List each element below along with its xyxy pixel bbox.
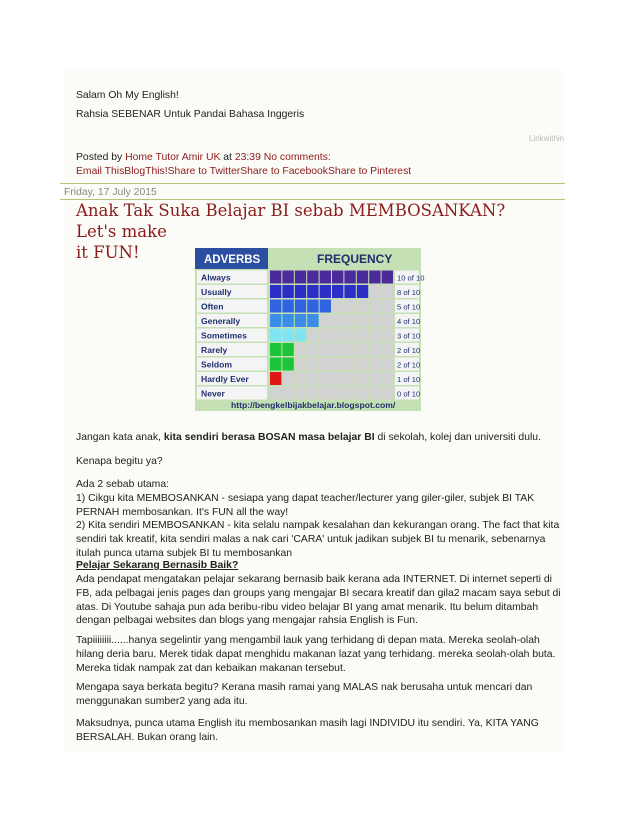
frequency-cell-empty <box>382 300 393 313</box>
frequency-cell-empty <box>344 387 355 400</box>
p3-line: PERNAH membosankan. It's FUN all the way! <box>76 506 289 518</box>
linkwithin-link[interactable]: Linkwithin <box>529 134 565 143</box>
frequency-cell-filled <box>270 329 281 342</box>
frequency-cell-empty <box>320 343 331 356</box>
frequency-cell-filled <box>295 300 306 313</box>
frequency-value: 0 of 10 <box>397 389 421 399</box>
frequency-cell-filled <box>295 329 306 342</box>
frequency-value: 4 of 10 <box>397 317 421 326</box>
frequency-cell-empty <box>332 387 343 400</box>
frequency-cell-empty <box>344 329 355 342</box>
frequency-cell-empty <box>295 372 306 385</box>
frequency-cell-empty <box>369 358 380 371</box>
paragraph-5 <box>76 634 555 675</box>
frequency-cell-filled <box>282 300 293 313</box>
p3-line: itulah punca utama subjek BI tu membosankan <box>76 547 293 559</box>
time-link[interactable]: 23:39 <box>234 152 261 163</box>
frequency-cell-filled <box>282 343 293 356</box>
adverbs-frequency-chart <box>195 248 425 411</box>
frequency-value: 2 of 10 <box>397 346 421 355</box>
adverb-label: Often <box>201 301 224 312</box>
header-tagline: Rahsia SEBENAR Untuk Pandai Bahasa Inggeris <box>76 109 305 120</box>
frequency-value: 2 of 10 <box>397 360 421 370</box>
frequency-cell-empty <box>332 372 343 385</box>
p4-line: FB, ada pelbagai jenis pages dan groups yang mengajar BI secara kreatif dan gila2 macam saya sebut di <box>76 587 561 599</box>
frequency-cell-empty <box>344 358 355 371</box>
comments-link[interactable]: No comments: <box>263 152 331 163</box>
frequency-value: 10 of 10 <box>397 273 425 283</box>
chart-footer-url: http://bengkelbijakbelajar.blogspot.com/ <box>231 400 396 410</box>
p4-line: Ada pendapat mengatakan pelajar sekarang bernasib baik kerana ada INTERNET. Di internet seperti di <box>76 574 552 585</box>
frequency-cell-empty <box>369 372 380 385</box>
frequency-cell-empty <box>357 314 368 327</box>
p1-bold: kita sendiri berasa BOSAN masa belajar BI <box>163 432 375 443</box>
frequency-cell-empty <box>382 343 393 356</box>
frequency-cell-filled <box>332 271 343 284</box>
frequency-cell-filled <box>282 314 293 327</box>
adverb-label: Hardly Ever <box>201 374 249 384</box>
frequency-cell-empty <box>282 372 293 385</box>
frequency-cell-empty <box>357 329 368 342</box>
frequency-cell-filled <box>270 271 281 284</box>
frequency-cell-filled <box>307 314 318 327</box>
p4-line: atas. Di Youtube sahaja pun ada beribu-ribu video belajar BI yang amat menarik. Itu belum ditambah <box>76 601 539 613</box>
frequency-value: 3 of 10 <box>397 331 421 341</box>
share-links[interactable]: Email ThisBlogThis!Share to TwitterShare to FacebookShare to Pinterest <box>76 166 412 177</box>
frequency-cell-empty <box>357 372 368 385</box>
frequency-value: 5 of 10 <box>397 302 421 312</box>
paragraph-2: Kenapa begitu ya? <box>76 456 163 467</box>
adverbs-header: ADVERBS <box>204 254 261 266</box>
paragraph-3 <box>76 478 559 561</box>
frequency-cell-filled <box>357 271 368 284</box>
frequency-cell-filled <box>295 271 306 284</box>
frequency-cell-filled <box>369 271 380 284</box>
frequency-cell-filled <box>282 271 293 284</box>
p5-line: Tapiiiiiiii......hanya segelintir yang mengambil lauk yang terhidang di depan mata. Mereka seolah-olah <box>76 635 540 646</box>
frequency-cell-filled <box>344 271 355 284</box>
frequency-cell-empty <box>332 329 343 342</box>
post-title-line1[interactable]: Anak Tak Suka Belajar BI sebab MEMBOSANKAN? Let's make <box>76 201 506 241</box>
frequency-cell-empty <box>382 372 393 385</box>
frequency-cell-filled <box>270 285 281 298</box>
frequency-cell-empty <box>282 387 293 400</box>
frequency-cell-filled <box>332 285 343 298</box>
frequency-value: 8 of 10 <box>397 288 421 297</box>
p5-line: Mereka tidak nampak zat dan kebaikan makanan tersebut. <box>76 662 346 674</box>
frequency-cell-filled <box>270 358 281 371</box>
frequency-cell-empty <box>382 329 393 342</box>
p1-post: di sekolah, kolej dan universiti dulu. <box>374 432 541 443</box>
frequency-cell-empty <box>295 358 306 371</box>
p6-line: Mengapa saya berkata begitu? Kerana masih ramai yang MALAS nak berusaha untuk mencari dan <box>76 682 533 693</box>
frequency-cell-empty <box>357 343 368 356</box>
frequency-cell-filled <box>357 285 368 298</box>
frequency-value: 1 of 10 <box>397 375 421 384</box>
paragraph-1 <box>76 431 541 445</box>
date-header: Friday, 17 July 2015 <box>64 187 157 198</box>
frequency-cell-filled <box>282 329 293 342</box>
frequency-cell-filled <box>282 358 293 371</box>
frequency-cell-empty <box>369 300 380 313</box>
frequency-cell-empty <box>320 372 331 385</box>
p6-line: menggunakan sumber2 yang ada itu. <box>76 695 248 707</box>
frequency-cell-empty <box>344 343 355 356</box>
frequency-cell-empty <box>369 329 380 342</box>
section-heading: Pelajar Sekarang Bernasib Baik? <box>76 560 239 571</box>
frequency-cell-empty <box>307 343 318 356</box>
p3-line: Ada 2 sebab utama: <box>76 479 170 490</box>
frequency-cell-filled <box>307 300 318 313</box>
frequency-cell-empty <box>357 300 368 313</box>
adverb-label: Seldom <box>201 359 233 370</box>
frequency-cell-empty <box>320 387 331 400</box>
frequency-cell-empty <box>382 314 393 327</box>
at-label: at <box>223 152 232 163</box>
frequency-cell-filled <box>307 285 318 298</box>
p3-line: sendiri tak kreatif, kita sendiri malas a nak cari 'CARA' untuk jadikan subjek BI tu menarik, sebenarnya <box>76 534 546 546</box>
frequency-cell-empty <box>307 358 318 371</box>
frequency-cell-empty <box>320 329 331 342</box>
adverb-label: Never <box>201 388 225 399</box>
frequency-cell-empty <box>307 329 318 342</box>
frequency-cell-empty <box>344 300 355 313</box>
p7-line: Maksudnya, punca utama English itu membosankan masih lagi INDIVIDU itu sendiri. Ya, KITA YANG <box>76 718 539 729</box>
adverb-label: Usually <box>201 287 232 297</box>
adverb-label: Generally <box>201 316 241 326</box>
frequency-cell-empty <box>332 314 343 327</box>
frequency-cell-filled <box>282 285 293 298</box>
adverb-label: Sometimes <box>201 330 247 341</box>
frequency-cell-filled <box>270 372 281 385</box>
frequency-cell-filled <box>320 300 331 313</box>
frequency-cell-empty <box>382 358 393 371</box>
frequency-cell-empty <box>332 343 343 356</box>
frequency-cell-filled <box>307 271 318 284</box>
paragraph-6 <box>76 681 532 709</box>
frequency-cell-filled <box>320 285 331 298</box>
frequency-cell-filled <box>270 343 281 356</box>
posted-by-label: Posted by <box>76 152 123 163</box>
paragraph-7 <box>76 717 539 745</box>
frequency-cell-empty <box>369 387 380 400</box>
frequency-cell-empty <box>295 343 306 356</box>
frequency-cell-empty <box>344 372 355 385</box>
p4-line: dengan pelbagai websites dan blogs yang mengajar rahsia English is Fun. <box>76 615 418 627</box>
header-greeting: Salam Oh My English! <box>76 90 179 101</box>
post-footer-line <box>76 151 331 165</box>
frequency-cell-empty <box>369 285 380 298</box>
frequency-cell-empty <box>357 387 368 400</box>
p5-line: hilang deria baru. Merek tidak dapat menghidu makanan lazat yang terhidang. mereka seolah-olah buta. <box>76 648 556 660</box>
p3-line: 2) Kita sendiri MEMBOSANKAN - kita selalu nampak kesalahan dan kekurangan orang. The fact that kita <box>76 520 560 532</box>
frequency-cell-empty <box>382 387 393 400</box>
adverb-label: Rarely <box>201 345 228 355</box>
frequency-header: FREQUENCY <box>317 252 393 266</box>
p1-pre: Jangan kata anak, <box>76 432 164 443</box>
p3-line: 1) Cikgu kita MEMBOSANKAN - sesiapa yang dapat teacher/lecturer yang giler-giler, subjek BI TAK <box>76 492 535 504</box>
frequency-cell-filled <box>320 271 331 284</box>
frequency-cell-filled <box>270 314 281 327</box>
post-title-line2[interactable]: it FUN! <box>76 243 140 262</box>
frequency-cell-filled <box>270 300 281 313</box>
frequency-cell-filled <box>344 285 355 298</box>
frequency-cell-empty <box>270 387 281 400</box>
frequency-cell-filled <box>382 271 393 284</box>
paragraph-4 <box>76 573 561 628</box>
adverb-label: Always <box>201 272 231 283</box>
frequency-cell-empty <box>369 343 380 356</box>
frequency-cell-filled <box>295 285 306 298</box>
frequency-cell-empty <box>307 372 318 385</box>
frequency-cell-empty <box>320 358 331 371</box>
frequency-cell-filled <box>295 314 306 327</box>
p7-line: BERSALAH. Bukan orang lain. <box>76 731 219 743</box>
frequency-cell-empty <box>357 358 368 371</box>
frequency-cell-empty <box>332 358 343 371</box>
frequency-cell-empty <box>307 387 318 400</box>
date-divider <box>60 183 565 184</box>
frequency-cell-empty <box>295 387 306 400</box>
frequency-cell-empty <box>332 300 343 313</box>
frequency-cell-empty <box>344 314 355 327</box>
author-link[interactable]: Home Tutor Amir UK <box>125 152 221 163</box>
frequency-cell-empty <box>369 314 380 327</box>
frequency-cell-empty <box>320 314 331 327</box>
frequency-cell-empty <box>382 285 393 298</box>
